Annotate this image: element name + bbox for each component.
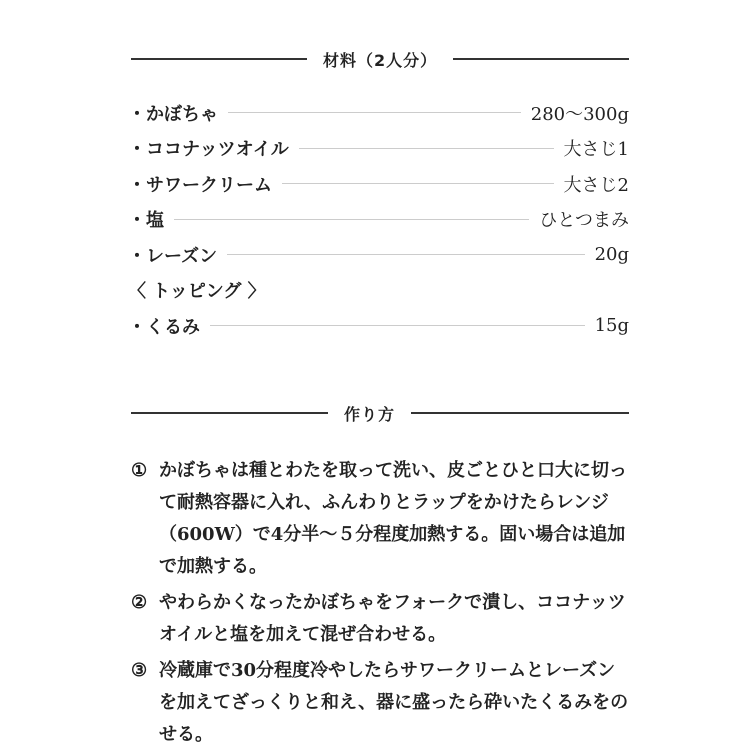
ingredient-qty: ひとつまみ [539,210,629,232]
step-item [131,587,631,651]
ingredients-title: 材料（2人分） [322,50,438,70]
header-rule-right [453,58,629,60]
ingredient-list [128,95,629,344]
ingredient-row [128,166,629,202]
ingredient-row [128,95,629,131]
method-title: 作り方 [344,404,396,424]
ingredient-qty: 280〜300g [530,103,629,125]
method-header [131,401,629,425]
ingredients-header [131,47,629,71]
ingredient-name: ・ココナッツオイル [128,139,289,161]
ingredient-name: ・塩 [128,210,164,232]
header-rule-left [131,412,328,414]
step-number: ① [131,460,148,481]
ingredient-row [128,131,629,167]
leader-line [299,148,554,149]
step-item [131,655,631,751]
ingredient-name: ・くるみ [128,316,200,338]
ingredient-row [128,202,629,238]
step-text: かぼちゃは種とわたを取って洗い、皮ごとひと口大に切って耐熱容器に入れ、ふんわりとラップをかけたらレンジ（600W）で4分半〜５分程度加熱する。固い場合は追加で加熱する。 [159,460,627,577]
topping-heading: 〈 トッピング 〉 [128,281,266,303]
step-number: ③ [131,660,148,681]
method-steps [131,455,631,755]
step-item [131,455,631,583]
leader-line [174,219,529,220]
ingredient-qty: 大さじ1 [563,139,629,161]
ingredient-name: ・かぼちゃ [128,103,218,125]
step-number: ② [131,592,148,613]
leader-line [227,254,584,255]
leader-line [210,325,585,326]
leader-line [228,112,521,113]
header-rule-left [131,58,307,60]
ingredient-name: ・サワークリーム [128,174,272,196]
step-text: 冷蔵庫で30分程度冷やしたらサワークリームとレーズンを加えてざっくりと和え、器に盛ったら砕いたくるみをのせる。 [159,660,629,745]
ingredient-row [128,237,629,273]
ingredient-row [128,308,629,344]
topping-heading-row [128,273,629,309]
header-rule-right [411,412,629,414]
ingredient-qty: 15g [594,315,629,337]
ingredient-qty: 大さじ2 [563,174,629,196]
ingredient-qty: 20g [594,244,629,266]
ingredient-name: ・レーズン [128,245,218,267]
leader-line [282,183,554,184]
step-text: やわらかくなったかぼちゃをフォークで潰し、ココナッツオイルと塩を加えて混ぜ合わせる。 [159,592,626,645]
